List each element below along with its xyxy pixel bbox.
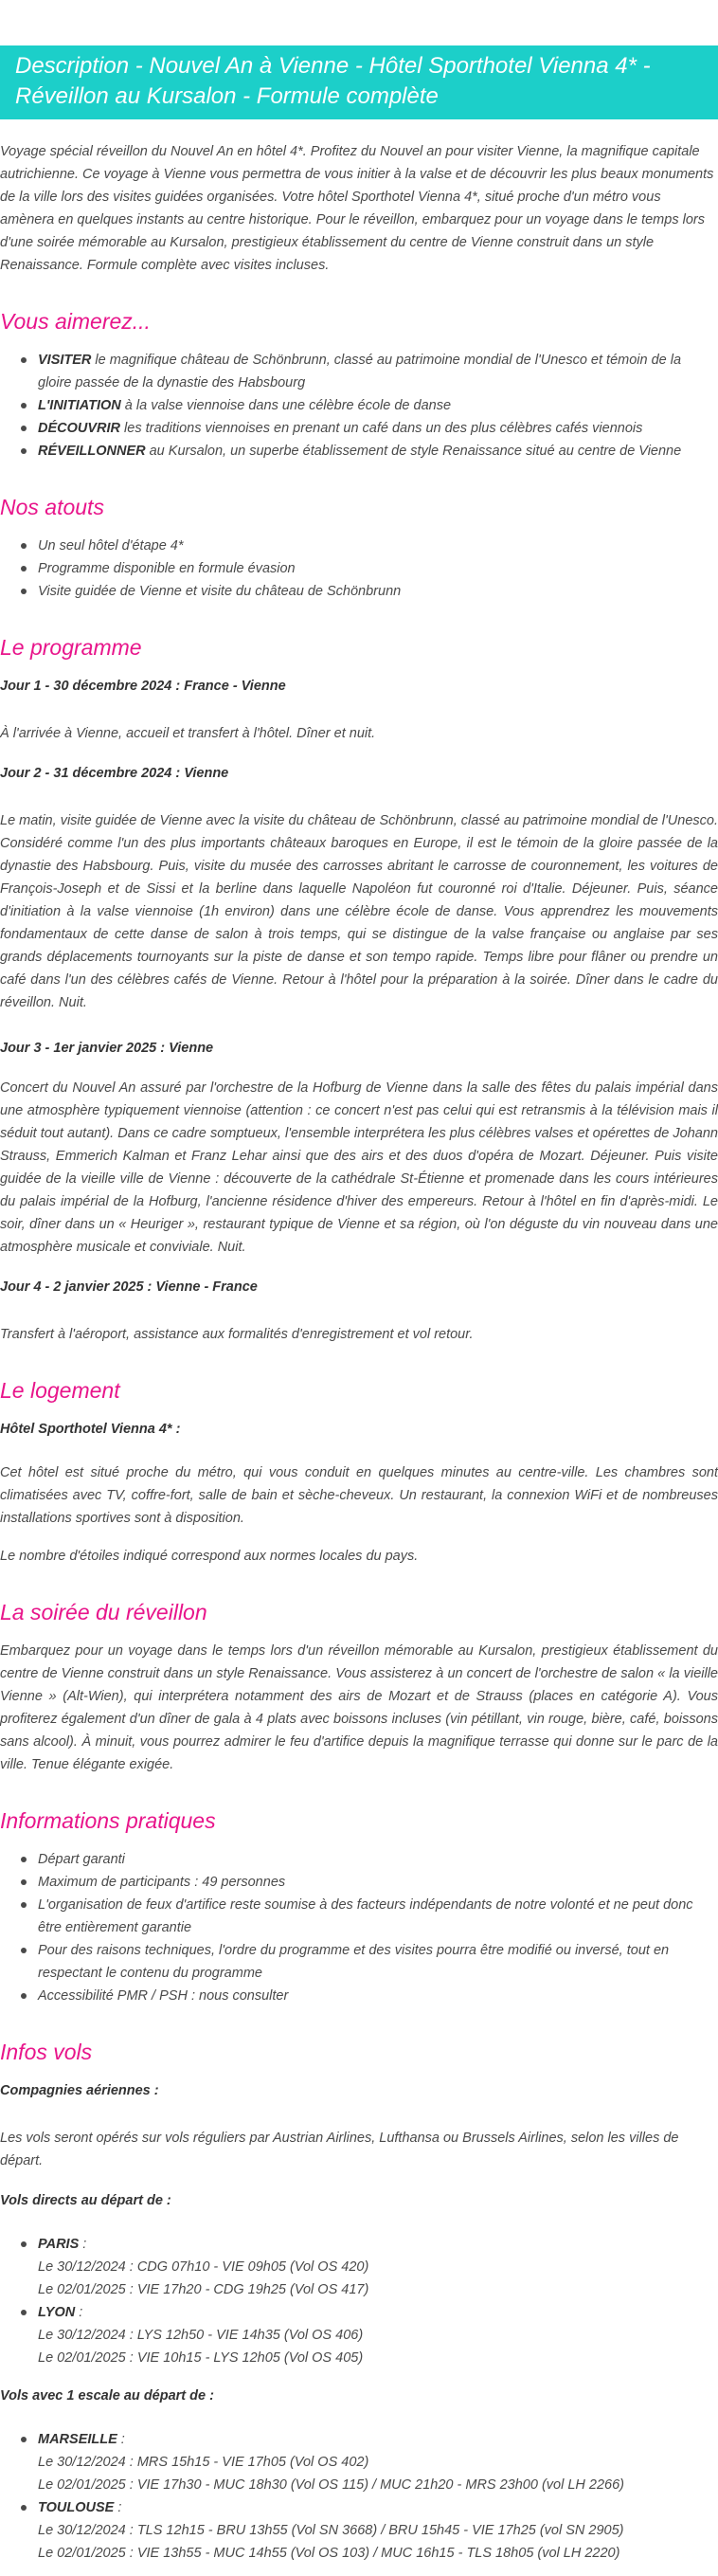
section-heading-infos-vols: Infos vols (0, 2040, 93, 2064)
programme-days (0, 675, 718, 1346)
escale-flights-list (0, 2428, 718, 2565)
infos-pratiques-list (0, 1848, 718, 2007)
list-item (38, 440, 718, 463)
list-item: Visite guidée de Vienne et visite du château de Schönbrunn (38, 580, 718, 603)
day-title: Jour 2 - 31 décembre 2024 : Vienne (0, 766, 229, 781)
intro-text: Voyage spécial réveillon du Nouvel An en hôtel 4*. Profitez du Nouvel an pour visiter Vienne, la magnifique capitale autrichienne. Ce voyage à Vienne vous permettra de vous initier à la valse et de découvrir les plus beaux monuments de la ville lors des visites guidées organisées. Votre hôtel Sporthotel Vienna 4*, situé proche d'un métro vous amènera en quelques instants au centre historique. Pour le réveillon, embarquez pour un voyage dans le temps lors d'une soirée mémorable au Kursalon, prestigieux établissement du centre de Vienne construit dans un style Renaissance. Formule complète avec visites incluses. (0, 144, 714, 273)
section-heading-programme: Le programme (0, 635, 142, 660)
day-text: À l'arrivée à Vienne, accueil et transfert à l'hôtel. Dîner et nuit. (0, 726, 376, 741)
direct-flights-title: Vols directs au départ de : (0, 2193, 171, 2208)
list-item (38, 394, 718, 417)
list-item: TOULOUSE : Le 30/12/2024 : TLS 12h15 - BRU 13h55 (Vol SN 3668) / BRU 15h45 - VIE 17h25 (vol SN 2905) Le 02/01/2025 : VIE 13h55 - MUC 14h55 (Vol OS 103) / MUC 16h15 - TLS 18h05 (vol LH 2220) (38, 2496, 718, 2565)
nos-atouts-list (0, 535, 718, 603)
vous-aimerez-list (0, 349, 718, 463)
day-text: Le matin, visite guidée de Vienne avec la visite du château de Schönbrunn, classé au patrimoine mondial de l'Unesco. Considéré comme l'un des plus importants châteaux baroques en Europe, il est le témoin de la gloire passée de la dynastie des Habsbourg. Puis, visite du musée des carrosses abritant le carrosse de couronnement, les voitures de François-Joseph et de Sissi et la berline dans laquelle Napoléon fut couronné roi d'Italie. Déjeuner. Puis, séance d'initiation à la valse viennoise (1h environ) dans une célèbre école de danse. Vous apprendrez les mouvements fondamentaux de cette danse de salon à trois temps, qui se distingue de la valse française ou anglaise par ses grands déplacements tournoyants sur la piste de danse et son tempo rapide. Temps libre pour flâner ou prendre un café dans l'un des célèbres cafés de Vienne. Retour à l'hôtel pour la préparation à la soirée. Dîner dans le cadre du réveillon. Nuit. (0, 813, 718, 1010)
section-heading-nos-atouts: Nos atouts (0, 495, 104, 519)
day-title: Jour 1 - 30 décembre 2024 : France - Vienne (0, 679, 286, 694)
list-item-keyword: VISITER (38, 353, 92, 368)
day-title: Jour 4 - 2 janvier 2025 : Vienne - France (0, 1279, 258, 1295)
flight-line: Le 30/12/2024 : CDG 07h10 - VIE 09h05 (Vol OS 420) (38, 2259, 369, 2275)
list-item: LYON : Le 30/12/2024 : LYS 12h50 - VIE 14h35 (Vol OS 406) Le 02/01/2025 : VIE 10h15 - LYS 12h05 (Vol OS 405) (38, 2301, 718, 2369)
list-item-text: les traditions viennoises en prenant un café dans un des plus célèbres cafés viennois (120, 421, 643, 436)
list-item-text: au Kursalon, un superbe établissement de style Renaissance situé au centre de Vienne (145, 444, 682, 459)
list-item: Accessibilité PMR / PSH : nous consulter (38, 1985, 718, 2007)
section-heading-logement: Le logement (0, 1378, 120, 1403)
stars-note: Le nombre d'étoiles indiqué correspond aux normes locales du pays. (0, 1549, 419, 1564)
flight-line: Le 02/01/2025 : VIE 10h15 - LYS 12h05 (Vol OS 405) (38, 2350, 364, 2366)
list-item-keyword: L'INITIATION (38, 398, 121, 413)
hotel-name: Hôtel Sporthotel Vienna 4* : (0, 1422, 181, 1437)
flight-line: Le 30/12/2024 : LYS 12h50 - VIE 14h35 (Vol OS 406) (38, 2328, 364, 2343)
list-item: PARIS : Le 30/12/2024 : CDG 07h10 - VIE 09h05 (Vol OS 420) Le 02/01/2025 : VIE 17h20 - CDG 19h25 (Vol OS 417) (38, 2233, 718, 2301)
compagnies-title: Compagnies aériennes : (0, 2083, 159, 2098)
list-item-keyword: RÉVEILLONNER (38, 444, 146, 459)
page-title: Description - Nouvel An à Vienne - Hôtel Sporthotel Vienna 4* - Réveillon au Kursalon - Formule complète (0, 45, 718, 119)
flight-line: Le 02/01/2025 : VIE 17h20 - CDG 19h25 (Vol OS 417) (38, 2282, 369, 2297)
list-item: MARSEILLE : Le 30/12/2024 : MRS 15h15 - VIE 17h05 (Vol OS 402) Le 02/01/2025 : VIE 17h30 - MUC 18h30 (Vol OS 115) / MUC 21h20 - MRS 23h00 (vol LH 2266) (38, 2428, 718, 2496)
escale-flights-title: Vols avec 1 escale au départ de : (0, 2388, 214, 2404)
flight-city: MARSEILLE (38, 2432, 117, 2447)
day-text: Transfert à l'aéroport, assistance aux formalités d'enregistrement et vol retour. (0, 1327, 474, 1342)
hotel-description: Cet hôtel est situé proche du métro, qui vous conduit en quelques minutes au centre-ville. Les chambres sont climatisées avec TV, coffre-fort, salle de bain et sèche-cheveux. Un restaurant, la connexion WiFi et de nombreuses installations sportives sont à disposition. (0, 1465, 718, 1526)
list-item-keyword: DÉCOUVRIR (38, 421, 121, 436)
list-item (38, 417, 718, 440)
list-item: Programme disponible en formule évasion (38, 557, 718, 580)
day-title: Jour 3 - 1er janvier 2025 : Vienne (0, 1041, 214, 1056)
section-heading-vous-aimerez: Vous aimerez... (0, 309, 151, 334)
flight-line: Le 30/12/2024 : TLS 12h15 - BRU 13h55 (Vol SN 3668) / BRU 15h45 - VIE 17h25 (vol SN 2905) (38, 2523, 624, 2538)
list-item-text: à la valse viennoise dans une célèbre école de danse (120, 398, 452, 413)
direct-flights-list (0, 2233, 718, 2369)
day-text: Concert du Nouvel An assuré par l'orchestre de la Hofburg de Vienne dans la salle des fêtes du palais impérial dans une atmosphère typiquement viennoise (attention : ce concert n'est pas celui qui est retransmis à la télévision mais il séduit tout autant). Dans ce cadre somptueux, l'ensemble interprétera les plus célèbres valses et opérettes de Johann Strauss, Emmerich Kalman et Franz Lehar ainsi que des airs et des duos d'opéra de Mozart. Déjeuner. Puis visite guidée de la vieille ville de Vienne : découverte de la cathédrale St-Étienne et promenade dans les cours intérieures du palais impérial de la Hofburg, l'ancienne résidence d'hiver des empereurs. Retour à l'hôtel en fin d'après-midi. Le soir, dîner dans un « Heuriger », restaurant typique de Vienne et sa région, où l'on déguste du vin nouveau dans une atmosphère musicale et conviviale. Nuit. (0, 1080, 718, 1255)
flight-line: Le 02/01/2025 : VIE 17h30 - MUC 18h30 (Vol OS 115) / MUC 21h20 - MRS 23h00 (vol LH 2266) (38, 2477, 625, 2493)
list-item-text: le magnifique château de Schönbrunn, classé au patrimoine mondial de l'Unesco et témoin de la gloire passée de la dynastie des Habsbourg (38, 353, 682, 390)
list-item: Pour des raisons techniques, l'ordre du programme et des visites pourra être modifié ou inversé, tout en respectant le contenu du programme (38, 1939, 718, 1985)
section-heading-soiree: La soirée du réveillon (0, 1600, 207, 1624)
section-heading-infos-pratiques: Informations pratiques (0, 1808, 216, 1833)
list-item (38, 349, 718, 394)
flight-city: PARIS (38, 2237, 80, 2252)
soiree-text: Embarquez pour un voyage dans le temps lors d'un réveillon mémorable au Kursalon, prestigieux établissement du centre de Vienne construit dans un style Renaissance. Vous assisterez à un concert de l'orchestre de salon « la vieille Vienne » (Alt-Wien), qui interprétera notamment des airs de Mozart et de Strauss (places en catégorie A). Vous profiterez également d'un dîner de gala à 4 plats avec boissons incluses (vin pétillant, vin rouge, bière, café, boissons sans alcool). À minuit, vous pourrez admirer le feu d'artifice depuis la magnifique terrasse qui donne sur le parc de la ville. Tenue élégante exigée. (0, 1643, 718, 1772)
flight-line: Le 02/01/2025 : VIE 13h55 - MUC 14h55 (Vol OS 103) / MUC 16h15 - TLS 18h05 (vol LH 2220) (38, 2546, 620, 2561)
compagnies-text: Les vols seront opérés sur vols réguliers par Austrian Airlines, Lufthansa ou Brussels Airlines, selon les villes de départ. (0, 2131, 679, 2168)
list-item: Un seul hôtel d'étape 4* (38, 535, 718, 557)
list-item: Maximum de participants : 49 personnes (38, 1871, 718, 1894)
flight-city: TOULOUSE (38, 2500, 115, 2515)
flight-city: LYON (38, 2305, 76, 2320)
list-item: L'organisation de feux d'artifice reste soumise à des facteurs indépendants de notre volonté et ne peut donc être entièrement garantie (38, 1894, 718, 1939)
description-content (0, 140, 718, 2576)
list-item: Départ garanti (38, 1848, 718, 1871)
flight-line: Le 30/12/2024 : MRS 15h15 - VIE 17h05 (Vol OS 402) (38, 2455, 369, 2470)
